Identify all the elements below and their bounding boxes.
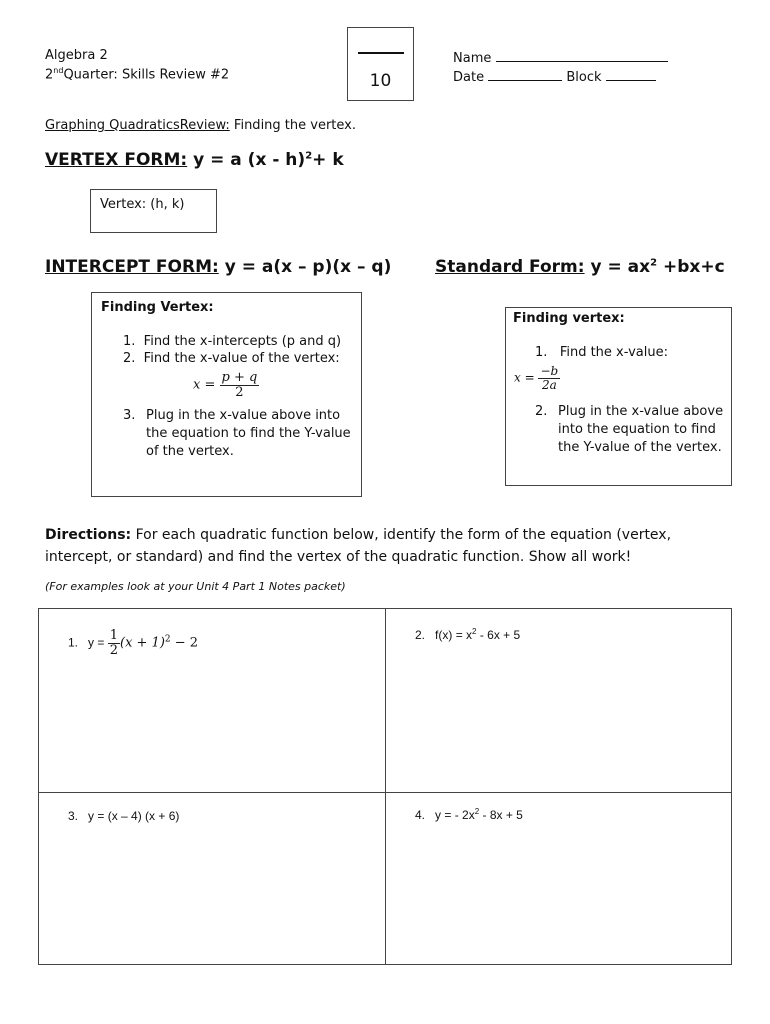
problem-2-eq: f(x) = x (435, 628, 473, 642)
name-label: Name (453, 51, 492, 66)
problem-1-tail: − 2 (170, 635, 199, 651)
problem-3[interactable] (68, 809, 179, 823)
vertex-form-exp: 2 (305, 150, 313, 162)
standard-form-heading (435, 257, 725, 277)
standard-step1-text: Find the x-value: (559, 345, 668, 360)
standard-form-eq: y = ax (590, 257, 651, 277)
block-line[interactable] (606, 67, 656, 81)
intercept-step3: 3. Plug in the x-value above into the equation to find the Y-value of the vertex. (123, 407, 353, 461)
intercept-step1: 1. Find the x-intercepts (p and q) (123, 334, 342, 349)
block-label: Block (566, 70, 602, 85)
directions-text: For each quadratic function below, identify the form of the equation (vertex, intercept, or standard) and find the vertex of the quadratic function. Show all work! (45, 527, 672, 565)
problem-2[interactable] (415, 627, 520, 642)
standard-formula-num: −b (540, 364, 559, 378)
problem-2-num: 2. (415, 628, 426, 642)
grid-horizontal-divider (39, 792, 731, 793)
problem-1[interactable] (68, 629, 198, 657)
intercept-form-heading (45, 257, 391, 277)
problem-1-lhs: y = (88, 635, 105, 650)
quarter-label (45, 66, 229, 82)
standard-step2-text: Plug in the x-value above into the equation to find the Y-value of the vertex. (558, 404, 724, 455)
intercept-step1-text: Find the x-intercepts (p and q) (143, 334, 342, 349)
intercept-step3-text: Plug in the x-value above into the equation to find the Y-value of the vertex. (146, 408, 351, 459)
date-label: Date (453, 70, 485, 85)
problem-3-eq: y = (x – 4) (x + 6) (88, 809, 180, 823)
score-line (358, 52, 404, 54)
problem-4-exp: 2 (474, 807, 480, 816)
intercept-box-title: Finding Vertex: (101, 300, 214, 315)
problem-2-tail: - 6x + 5 (476, 628, 521, 642)
problem-4-eq: y = - 2x (435, 808, 475, 822)
problem-4-num: 4. (415, 808, 426, 822)
problem-1-frac (108, 629, 120, 657)
vertex-form-eq: y = a (x - h) (193, 150, 306, 170)
date-block-field[interactable] (453, 67, 656, 85)
problem-1-exp: 2 (164, 634, 171, 645)
intercept-step2: 2. Find the x-value of the vertex: (123, 351, 340, 366)
problem-4[interactable] (415, 807, 523, 822)
quarter-suffix: nd (53, 66, 64, 75)
intercept-formula (193, 371, 259, 399)
problem-3-num: 3. (68, 809, 79, 823)
standard-form-label: Standard Form: (435, 257, 585, 277)
topic-line (45, 118, 356, 133)
standard-step2: 2. Plug in the x-value above into the equation to find the Y-value of the vertex. (535, 404, 724, 455)
date-line[interactable] (488, 67, 562, 81)
intercept-formula-frac (220, 371, 260, 399)
intercept-formula-den: 2 (235, 384, 244, 400)
vertex-form-heading (45, 150, 344, 170)
vertex-form-label: VERTEX FORM: (45, 150, 188, 170)
directions (45, 524, 735, 568)
intercept-vertex-box (91, 292, 362, 497)
course-title: Algebra 2 (45, 48, 108, 63)
problem-1-frac-den: 2 (109, 642, 118, 658)
vertex-box-text: Vertex: (h, k) (100, 197, 185, 212)
standard-box-title: Finding vertex: (513, 311, 625, 326)
standard-formula-frac (538, 365, 560, 391)
quarter-text: Quarter: Skills Review #2 (63, 67, 230, 83)
standard-formula-den: 2a (541, 377, 557, 392)
name-line[interactable] (496, 48, 668, 62)
score-box (347, 27, 414, 101)
intercept-form-eq: y = a(x – p)(x – q) (224, 257, 392, 277)
problem-2-exp: 2 (472, 627, 477, 636)
problem-4-tail: - 8x + 5 (479, 808, 523, 822)
directions-note: (For examples look at your Unit 4 Part 1 Notes packet) (45, 580, 346, 593)
problem-grid (38, 608, 732, 965)
directions-label: Directions: (45, 527, 132, 543)
problem-1-expr: (x + 1) (120, 635, 165, 651)
intercept-formula-num: p + q (221, 370, 258, 385)
standard-form-eq-tail: +bx+c (657, 257, 725, 277)
intercept-formula-lhs: x = (193, 377, 216, 393)
standard-step1: 1. Find the x-value: (535, 345, 668, 360)
vertex-box (90, 189, 217, 233)
topic-underlined: Graphing QuadraticsReview: (45, 118, 230, 133)
standard-formula (514, 365, 560, 391)
vertex-form-eq-tail: + k (312, 150, 344, 170)
problem-1-frac-num: 1 (109, 628, 118, 643)
quarter-number: 2 (45, 67, 54, 83)
standard-vertex-box (505, 307, 732, 486)
name-field[interactable] (453, 48, 668, 66)
grid-vertical-divider (385, 609, 386, 964)
problem-1-num: 1. (68, 635, 79, 650)
intercept-form-label: INTERCEPT FORM: (45, 257, 219, 277)
standard-formula-lhs: x = (514, 370, 535, 385)
topic-rest: Finding the vertex. (229, 118, 356, 133)
standard-form-exp: 2 (650, 257, 658, 269)
score-total: 10 (369, 71, 392, 91)
intercept-step2-text: Find the x-value of the vertex: (143, 351, 340, 366)
